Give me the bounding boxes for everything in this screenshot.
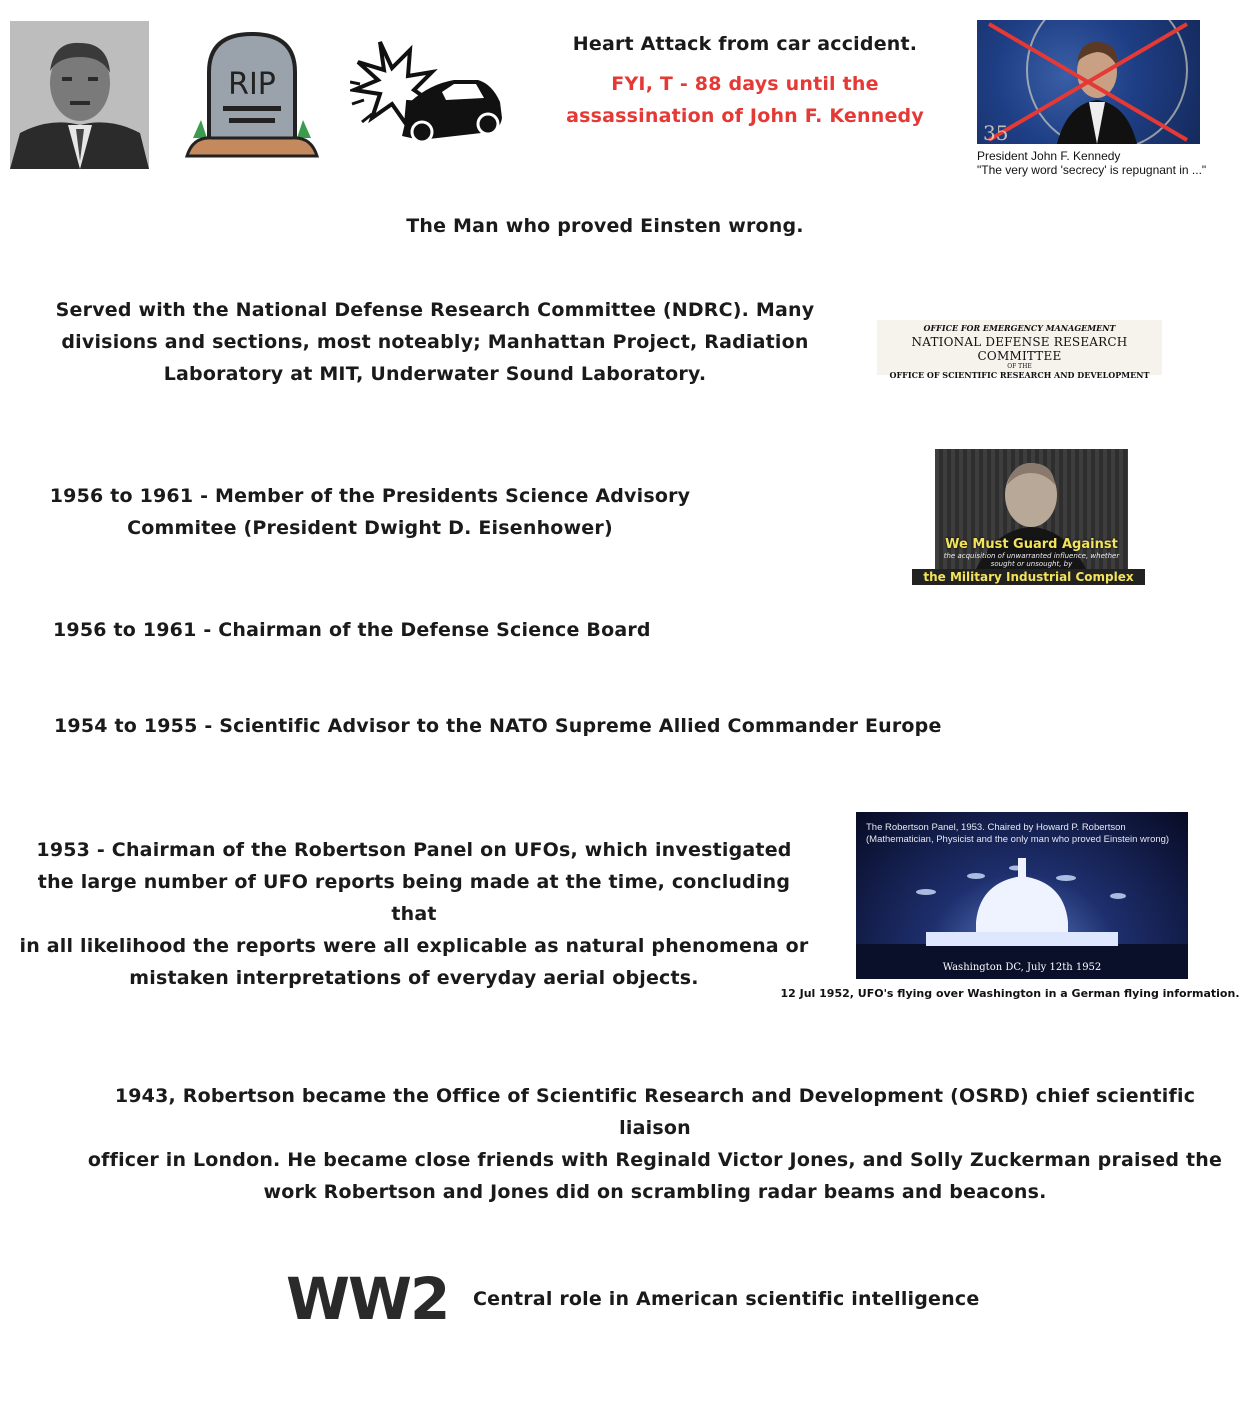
tagline: The Man who proved Einsten wrong. [406,215,804,237]
ndrc-seal-line-4: OFFICE OF SCIENTIFIC RESEARCH AND DEVELOPMENT [889,370,1150,380]
tombstone-icon [183,28,321,158]
jfk-photo [977,20,1200,144]
ww2-text: Central role in American scientific intelligence [473,1288,980,1310]
ndrc-letterhead-image [877,320,1162,380]
ww2-logo: WW2 [286,1265,449,1333]
osrd-line-3: work Robertson and Jones did on scrambling radar beams and beacons. [263,1181,1047,1203]
ndrc-line-1: Served with the National Defense Research Committee (NDRC). Many [55,299,815,321]
psac-line-2: Commitee (President Dwight D. Eisenhower) [127,517,613,539]
jfk-caption-line-1: President John F. Kennedy [977,149,1121,163]
eisenhower-caption-2: the acquisition of unwarranted influence, whether sought or unsought, by [943,552,1120,568]
tombstone-text: RIP [228,67,276,102]
osrd-line-2: officer in London. He became close friends with Reginald Victor Jones, and Solly Zuckerman praised the [87,1149,1223,1171]
psac-line-1: 1956 to 1961 - Member of the Presidents Science Advisory [49,485,691,507]
jfk-caption [977,149,1242,177]
ndrc-line-2: divisions and sections, most noteably; Manhattan Project, Radiation [61,331,809,353]
jfk-number: 35 [983,121,1009,144]
jfk-caption-line-2: "The very word 'secrecy' is repugnant in ..." [977,163,1207,177]
eisenhower-caption-3: the Military Industrial Complex [912,569,1145,585]
fyi-line-1: FYI, T - 88 days until the [611,73,879,95]
robertson-paragraph [14,834,814,994]
capitol-ufo-footer: Washington DC, July 12th 1952 [942,962,1102,973]
capitol-ufo-caption: The Robertson Panel, 1953. Chaired by Howard P. Robertson (Mathematician, Physicist and the only man who proved Einstein wrong) [866,822,1170,845]
capitol-ufo-under-caption: 12 Jul 1952, UFO's flying over Washington in a German flying information. [780,987,1240,1000]
robertson-line-4: mistaken interpretations of everyday aerial objects. [129,967,699,989]
psac-paragraph [30,480,710,544]
robertson-line-1: 1953 - Chairman of the Robertson Panel on UFOs, which investigated [36,839,792,861]
robertson-line-2: the large number of UFO reports being made at the time, concluding that [37,871,791,925]
portrait-photo [10,21,149,169]
eisenhower-caption-1: We Must Guard Against [945,537,1118,552]
dsb-line: 1956 to 1961 - Chairman of the Defense Science Board [53,619,651,641]
ndrc-seal-line-2: NATIONAL DEFENSE RESEARCH COMMITTEE [911,335,1128,363]
ndrc-paragraph [30,294,840,390]
osrd-paragraph [80,1080,1230,1208]
cause-of-death: Heart Attack from car accident. [572,33,918,55]
nato-line: 1954 to 1955 - Scientific Advisor to the NATO Supreme Allied Commander Europe [54,715,942,737]
ndrc-seal-line-1: OFFICE FOR EMERGENCY MANAGEMENT [923,323,1116,333]
osrd-line-1: 1943, Robertson became the Office of Scientific Research and Development (OSRD) chief scientific liaison [114,1085,1196,1139]
car-crash-icon [350,32,505,144]
fyi-line-2: assassination of John F. Kennedy [566,105,924,127]
ndrc-seal-line-3: OF THE [1007,363,1032,370]
robertson-line-3: in all likelihood the reports were all explicable as natural phenomena or [19,935,809,957]
ndrc-line-3: Laboratory at MIT, Underwater Sound Laboratory. [163,363,707,385]
